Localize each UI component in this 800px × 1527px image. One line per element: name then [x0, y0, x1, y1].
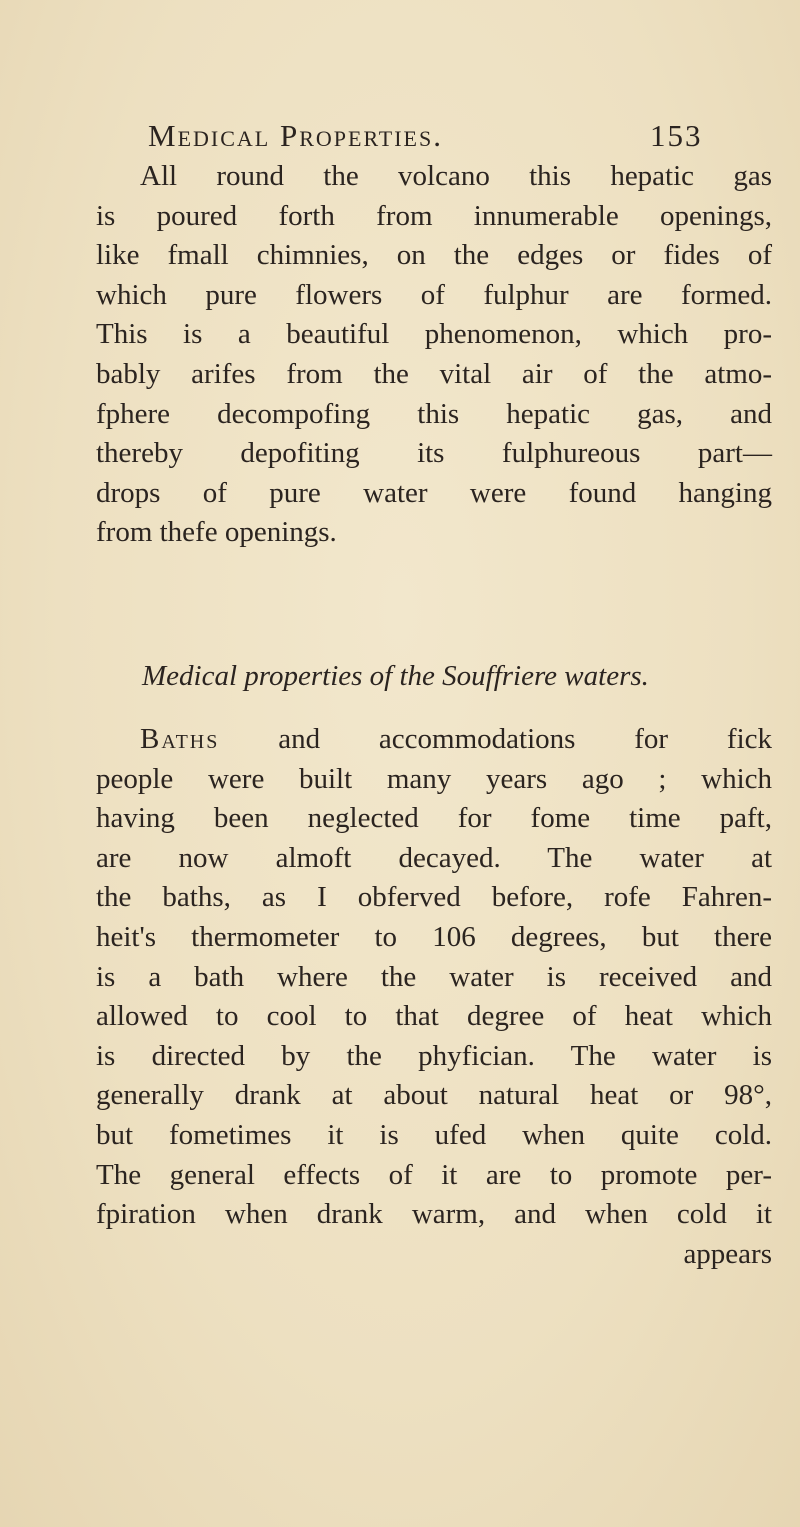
text-line: but fometimes it is ufed when quite cold.: [96, 1118, 772, 1151]
running-title: Medical Properties.: [148, 118, 443, 153]
text-line: All round the volcano this hepatic gas: [140, 160, 772, 192]
text-line: like fmall chimnies, on the edges or fides of: [96, 239, 772, 272]
text-line: This is a beautiful phenomenon, which pro-: [96, 318, 772, 351]
running-header: [148, 118, 748, 154]
text-line: The general effects of it are to promote per-: [96, 1158, 772, 1191]
text-line: generally drank at about natural heat or 98°,: [96, 1079, 772, 1112]
text-line: from thefe openings.: [96, 516, 337, 549]
text-line: is poured forth from innumerable openings,: [96, 199, 772, 232]
paragraph-volcano: [96, 157, 772, 553]
text-line: drops of pure water were found hanging: [96, 476, 772, 509]
first-line-rest: and accommodations for fick: [219, 723, 772, 755]
text-line: [96, 720, 772, 760]
text-line: fphere decompofing this hepatic gas, and: [96, 397, 772, 430]
paragraph-baths: [96, 720, 772, 1274]
text-line: bably arifes from the vital air of the atmo-: [96, 357, 772, 390]
catchword: appears: [683, 1237, 772, 1270]
text-line: allowed to cool to that degree of heat which: [96, 1000, 772, 1033]
initial-word: Baths: [140, 723, 220, 755]
text-line: the baths, as I obferved before, rofe Fahren-: [96, 881, 772, 914]
page-number: 153: [650, 118, 703, 153]
text-line: heit's thermometer to 106 degrees, but there: [96, 920, 772, 953]
text-line: fpiration when drank warm, and when cold it: [96, 1198, 772, 1231]
text-line: having been neglected for fome time paft,: [96, 802, 772, 835]
text-line: thereby depofiting its fulphureous part—: [96, 437, 772, 470]
section-heading: Medical properties of the Souffriere waters.: [142, 660, 649, 692]
text-line: people were built many years ago ; which: [96, 762, 772, 795]
text-line: is a bath where the water is received and: [96, 960, 772, 993]
text-line: is directed by the phyfician. The water is: [96, 1039, 772, 1072]
text-line: which pure flowers of fulphur are formed.: [96, 278, 772, 311]
text-line: are now almoft decayed. The water at: [96, 841, 772, 874]
